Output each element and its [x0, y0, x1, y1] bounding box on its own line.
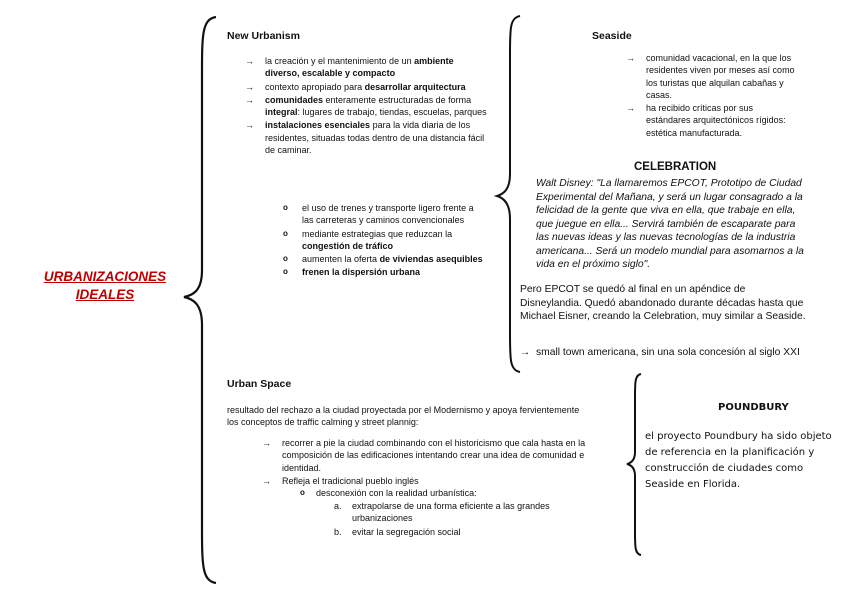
list-item: → comunidades enteramente estructuradas de forma integral: lugares de trabajo, tiendas, escuelas, parques [245, 94, 487, 118]
seaside-heading: Seaside [592, 30, 632, 42]
celebration-item: → small town americana, sin una sola concesión al siglo XXI [520, 347, 800, 358]
new-urbanism-heading: New Urbanism [227, 30, 300, 42]
list-item: → ha recibido críticas por sus estándares arquitectónicos rígidos: estética manufacturada. [626, 103, 786, 138]
list-item: → Refleja el tradicional pueblo inglés [262, 475, 419, 486]
urban-space-sub: o desconexión con la realidad urbanística: [300, 488, 477, 498]
urban-space-heading: Urban Space [227, 378, 292, 390]
poundbury-heading: POUNDBURY [718, 402, 789, 413]
list-item: → comunidad vacacional, en la que los residentes viven por meses así como los turistas que alquilan cabañas y casas. [626, 53, 795, 100]
celebration-paragraph: Pero EPCOT se quedó al final en un apéndice de Disneylandia. Quedó abandonado durante décadas hasta que Michael Eisner, creando la Celebration, muy similar a Seaside. [520, 284, 806, 322]
main-brace [180, 15, 220, 585]
page-title: URBANIZACIONES IDEALES [43, 269, 167, 302]
urban-space-intro: resultado del rechazo a la ciudad proyectada por el Modernismo y apoya fervientemente los conceptos de traffic calming y street plannig: [227, 405, 580, 427]
list-item: o aumenten la oferta de viviendas asequibles [283, 254, 483, 265]
urban-space-subsub-a: a. extrapolarse de una forma eficiente a las grandes urbanizaciones [334, 501, 550, 523]
list-item: → contexto apropiado para desarrollar arquitectura [245, 81, 466, 92]
list-item: o frenen la dispersión urbana [283, 267, 421, 278]
list-item: → recorrer a pie la ciudad combinando con el historicismo que cala hasta en la composición de las edificaciones intentando crear una idea de comunidad e identidad. [262, 438, 586, 473]
poundbury-text: el proyecto Poundbury ha sido objeto de referencia en la planificación y construcción de ciudades como Seaside en Florida. [645, 431, 832, 490]
urban-space-list [262, 437, 624, 488]
list-item: → instalaciones esenciales para la vida diaria de los residentes, situadas todas dentro de una distancia fácil de caminar. [245, 120, 485, 156]
poundbury-brace [624, 372, 644, 557]
new-urbanism-list [245, 55, 490, 157]
list-item: o mediante estrategias que reduzcan la congestión de tráfico [283, 228, 453, 251]
seaside-list [626, 52, 796, 140]
new-urbanism-sublist [282, 202, 487, 280]
list-item: → la creación y el mantenimiento de un ambiente diverso, escalable y compacto [245, 56, 454, 79]
celebration-quote: Walt Disney: "La llamaremos EPCOT, Prototipo de Ciudad Experimental del Mañana, y será un lugar consagrado a la felicidad de la gente que viva en ella, que trabaje en ella, que juegue en ella... Servirá también de escaparate para las nuevas ideas y las nuevas tecnologías de la industria americana... Será un modelo mundial para asomarnos a la vida en el próximo siglo". [536, 178, 804, 270]
celebration-heading: CELEBRATION [634, 161, 717, 173]
urban-space-subsub-b: b. evitar la segregación social [334, 527, 461, 537]
list-item: o el uso de trenes y transporte ligero frente a las carreteras y caminos convencionales [283, 203, 474, 226]
